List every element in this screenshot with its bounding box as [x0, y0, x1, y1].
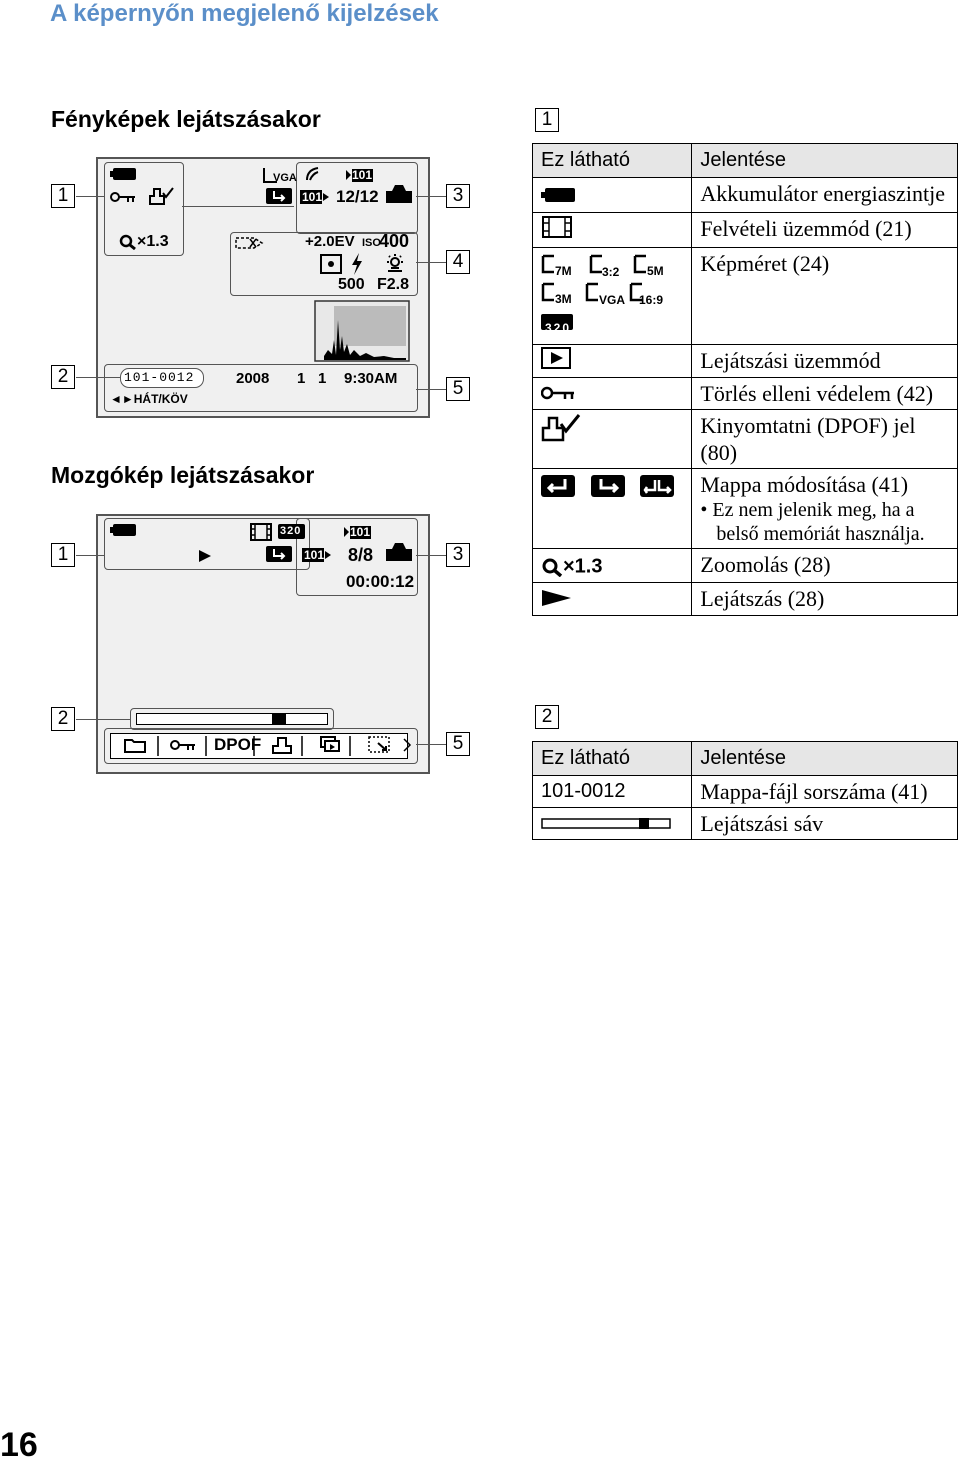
folder-change-icon: [266, 188, 292, 204]
file-number: 101-0012: [124, 370, 195, 385]
size-5m: 5M: [647, 264, 664, 278]
page-number: 16: [0, 1426, 38, 1464]
film-mode-icon: [250, 523, 272, 541]
folder-next-icon: [591, 475, 625, 497]
row-meaning: Lejátszás (28): [692, 583, 958, 616]
leader-line: [416, 196, 446, 197]
marker-5: 5: [446, 377, 470, 401]
marker-2: 2: [51, 707, 75, 731]
movie-size: 320: [280, 525, 302, 537]
protect-key-icon: [110, 190, 136, 204]
spot-metering-icon: [320, 254, 342, 274]
table-marker-2: 2: [535, 705, 559, 729]
time: 9:30AM: [344, 370, 398, 387]
marker-5: 5: [446, 732, 470, 756]
marker-3: 3: [446, 184, 470, 208]
leader-line: [76, 196, 104, 197]
indicator-table-1: [532, 143, 958, 616]
leader-line: [416, 389, 446, 390]
folder-number: 101: [352, 168, 373, 182]
image-size-icon: [589, 254, 603, 274]
table-row: [533, 776, 958, 808]
page-header: A képernyőn megjelenő kijelzések: [50, 0, 439, 27]
marker-3: 3: [446, 543, 470, 567]
zoom-icon: [119, 234, 137, 250]
playback-mode-icon: [541, 347, 573, 369]
folder-both-icon: [640, 475, 674, 497]
row-meaning: Mappa módosítása (41): [700, 472, 909, 497]
row-meaning: Törlés elleni védelem (42): [692, 378, 958, 410]
battery-icon: [110, 522, 138, 538]
print-mark-icon: [148, 186, 174, 206]
row-shown: 101-0012: [533, 776, 692, 808]
table-row: [533, 345, 958, 378]
table-header-shown: Ez látható: [533, 742, 692, 776]
date-day: 1: [318, 370, 327, 387]
table-row: [533, 178, 958, 213]
table-row: [533, 378, 958, 410]
table-marker-1: 1: [535, 108, 559, 132]
row-meaning: Akkumulátor energiaszintje: [692, 178, 958, 213]
section-title-movie: Mozgókép lejátszásakor: [51, 462, 315, 488]
date-year: 2008: [236, 370, 270, 387]
dpof-menu-item[interactable]: DPOF: [214, 735, 262, 754]
aperture: F2.8: [377, 276, 410, 293]
size-3m: 3M: [555, 292, 572, 306]
marker-1: 1: [51, 543, 75, 567]
play-icon: [541, 589, 573, 607]
table-row: [533, 248, 958, 345]
shutter-speed: 500: [338, 276, 365, 293]
table-row: [533, 410, 958, 469]
playback-mode-icon: [304, 166, 320, 182]
print-mark-icon: [541, 414, 581, 442]
table-row: [533, 549, 958, 583]
exposure-value: +2.0EV: [305, 233, 355, 250]
size-3-2: 3:2: [602, 265, 620, 279]
marker-2: 2: [51, 365, 75, 389]
table-row: [533, 808, 958, 840]
image-size-icon: [585, 282, 599, 302]
film-mode-icon: [541, 215, 573, 239]
size-320: 320: [545, 321, 572, 335]
table-row: [533, 213, 958, 248]
folder-number-2: 101: [304, 548, 325, 562]
folder-back-icon: [541, 475, 575, 497]
menu-separators: [150, 736, 410, 756]
iso-value: 400: [379, 231, 410, 251]
row-meaning: Zoomolás (28): [692, 549, 958, 583]
memory-icon: [385, 184, 413, 204]
indicator-table-2: [532, 741, 958, 840]
battery-icon: [110, 166, 138, 182]
table-header-shown: Ez látható: [533, 144, 692, 178]
movie-counter: 00:00:12: [346, 572, 415, 591]
zoom-scale: ×1.3: [137, 233, 169, 250]
protect-key-icon: [541, 385, 575, 401]
leader-line: [416, 555, 446, 556]
image-count: 8/8: [348, 545, 374, 565]
size-16-9: 16:9: [639, 293, 664, 307]
nav-hint: ◄►HÁT/KÖV: [110, 392, 188, 406]
marker-1: 1: [51, 184, 75, 208]
row-meaning: Felvételi üzemmód (21): [692, 213, 958, 248]
playback-bar-icon: [541, 817, 675, 831]
memory-icon: [385, 542, 413, 562]
table-row: [533, 469, 958, 549]
folder-number: 101: [350, 525, 371, 539]
image-size-icon: [541, 282, 555, 302]
folder-number-2: 101: [302, 190, 323, 204]
battery-icon: [541, 186, 577, 204]
leader-line: [76, 555, 104, 556]
iso-label: ISO: [362, 237, 381, 249]
image-count: 12/12: [336, 187, 379, 206]
zoom-icon: [541, 557, 563, 577]
section-title-photo: Fényképek lejátszásakor: [51, 106, 321, 132]
date-month: 1: [297, 370, 306, 387]
leader-line: [416, 262, 446, 263]
white-balance-icon: [384, 253, 406, 275]
table-header-meaning: Jelentése: [692, 144, 958, 178]
image-size-icon: [541, 254, 555, 274]
histogram: [314, 300, 410, 362]
zoom-scale: ×1.3: [563, 555, 603, 578]
table-header-meaning: Jelentése: [692, 742, 958, 776]
row-meaning: Kinyomtatni (DPOF) jel (80): [692, 410, 958, 469]
metering-icon: [234, 236, 264, 250]
row-note: • Ez nem jelenik meg, ha a belső memóriát használja.: [700, 499, 925, 545]
image-size-icon: [633, 254, 647, 274]
folder-outline-icon[interactable]: [124, 737, 146, 753]
table-row: [533, 583, 958, 616]
leader-line: [76, 719, 130, 720]
playback-bar: [136, 713, 328, 725]
row-meaning: Lejátszási sáv: [692, 808, 958, 840]
image-size-label: VGA: [273, 172, 297, 184]
marker-4: 4: [446, 250, 470, 274]
leader-line: [416, 744, 446, 745]
size-vga: VGA: [599, 293, 626, 307]
playback-position: [272, 713, 286, 725]
row-meaning: Lejátszási üzemmód: [692, 345, 958, 378]
row-meaning: Képméret (24): [692, 248, 958, 345]
size-7m: 7M: [555, 264, 572, 278]
flash-icon: [350, 253, 364, 275]
row-meaning: Mappa-fájl sorszáma (41): [692, 776, 958, 808]
folder-change-icon: [266, 546, 292, 562]
play-icon: [198, 549, 212, 563]
